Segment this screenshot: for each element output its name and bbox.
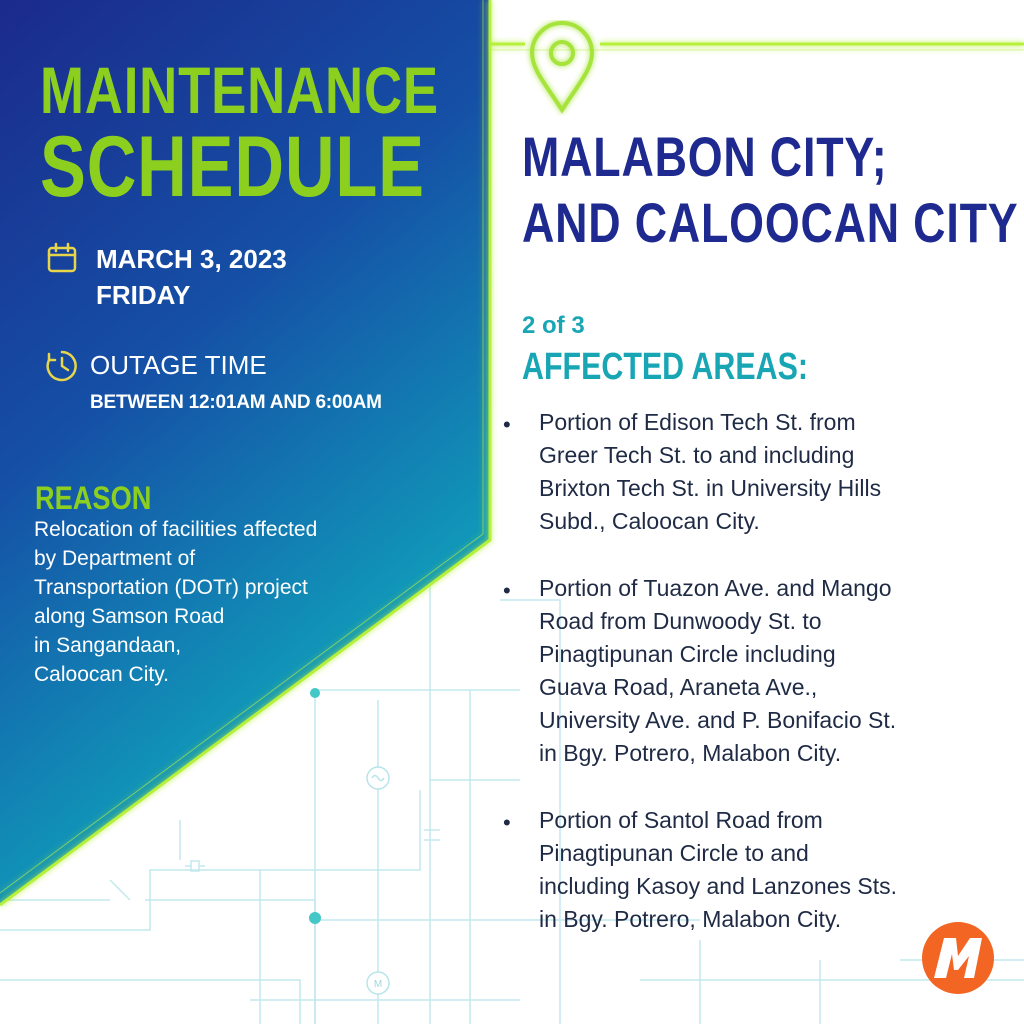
area-line: Road from Dunwoody St. to (539, 608, 822, 634)
meralco-logo (920, 920, 996, 996)
page-indicator: 2 of 3 (522, 312, 585, 339)
reason-line: Caloocan City. (34, 663, 170, 686)
reason-line: in Sangandaan, (34, 634, 182, 657)
title-maintenance: MAINTENANCE (40, 53, 439, 127)
area-line: Portion of Tuazon Ave. and Mango (539, 575, 892, 601)
area-line: in Bgy. Potrero, Malabon City. (539, 740, 842, 766)
area-line: in Bgy. Potrero, Malabon City. (539, 906, 842, 932)
title-schedule: SCHEDULE (40, 119, 425, 215)
affected-areas-heading: AFFECTED AREAS: (522, 346, 808, 388)
clock-icon (44, 348, 80, 384)
area-line: Pinagtipunan Circle including (539, 641, 836, 667)
area-line: Subd., Caloocan City. (539, 508, 760, 534)
outage-time-label: OUTAGE TIME (90, 350, 267, 380)
area-line: including Kasoy and Lanzones Sts. (539, 873, 898, 899)
area-line: University Ave. and P. Bonifacio St. (539, 707, 897, 733)
svg-text:M: M (373, 979, 383, 990)
area-line: Portion of Edison Tech St. from (539, 409, 856, 435)
reason-heading: REASON (35, 480, 152, 516)
schedule-date: MARCH 3, 2023 (96, 244, 287, 274)
location-title-line1: MALABON CITY; (522, 125, 888, 188)
schedule-day: FRIDAY (96, 280, 191, 310)
location-pin-icon (525, 20, 599, 116)
calendar-icon (46, 242, 78, 274)
location-title-line2: AND CALOOCAN CITY (522, 191, 1019, 254)
area-line: Portion of Santol Road from (539, 807, 823, 833)
list-bullet: • (503, 412, 511, 437)
reason-line: along Samson Road (34, 605, 225, 628)
list-bullet: • (503, 578, 511, 603)
reason-line: Relocation of facilities affected (34, 518, 318, 541)
reason-line: Transportation (DOTr) project (34, 576, 308, 599)
area-line: Guava Road, Araneta Ave., (539, 674, 818, 700)
list-bullet: • (503, 810, 511, 835)
outage-time-value: BETWEEN 12:01AM AND 6:00AM (90, 392, 382, 413)
reason-line: by Department of (34, 547, 196, 570)
area-line: Greer Tech St. to and including (539, 442, 855, 468)
area-line: Brixton Tech St. in University Hills (539, 475, 882, 501)
area-line: Pinagtipunan Circle to and (539, 840, 809, 866)
